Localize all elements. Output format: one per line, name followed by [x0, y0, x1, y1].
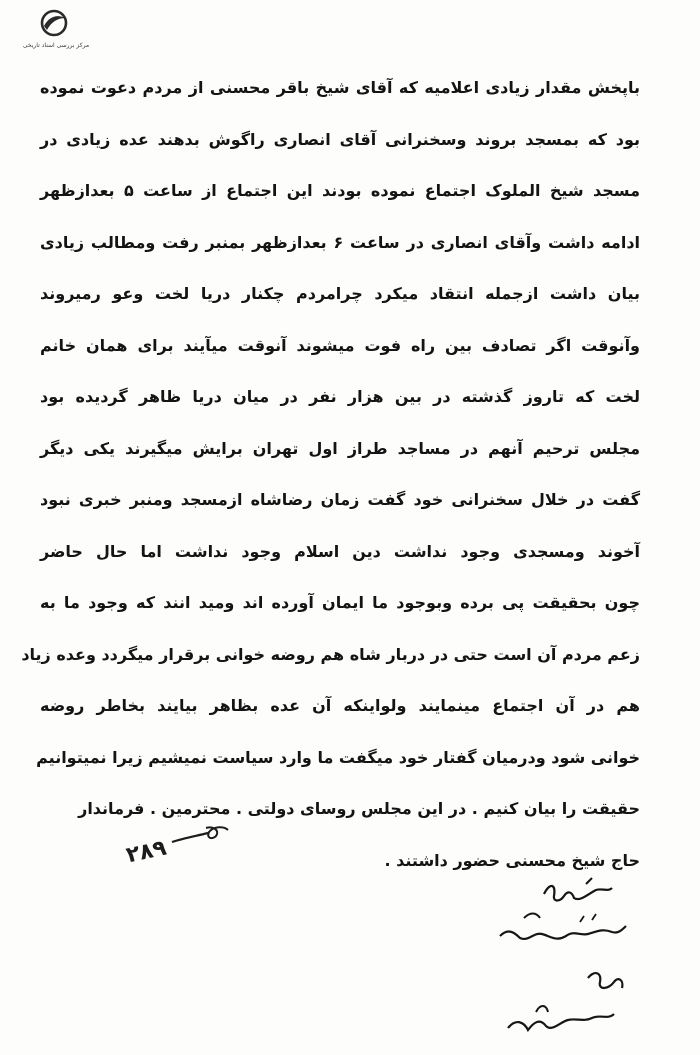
- archive-logo-icon: [38, 8, 70, 38]
- number-mark-text: ۲۸۹: [123, 835, 169, 869]
- handwritten-signature: [484, 872, 634, 1042]
- document-line: باپخش مقدار زیادی اعلامیه که آقای شیخ باقر محسنی از مردم دعوت نموده: [40, 78, 640, 97]
- document-line: بیان داشت ازجمله انتقاد میکرد چرامردم چکنار دریا لخت وعو رمیروند: [40, 284, 640, 303]
- document-line: لخت که تاروز گذشته در بین هزار نفر در میان دریا ظاهر گردیده بود: [40, 387, 640, 406]
- document-line: زعم مردم آن است حتی در دربار شاه هم روضه خوانی برقرار میگردد وعده زیاد: [21, 644, 640, 664]
- document-line: مجلس ترحیم آنهم در مساجد طراز اول تهران برایش میگیرند یکی دیگر: [40, 438, 640, 458]
- document-line: گفت در خلال سخنرانی خود گفت زمان رضاشاه ازمسجد ومنبر خبری نبود: [40, 490, 640, 509]
- document-body: [21, 66, 641, 890]
- document-line: حاج شیخ محسنی حضور داشتند .: [384, 850, 640, 870]
- document-line: آخوند ومسجدی وجود نداشت دین اسلام وجود نداشت اما حال حاضر: [40, 541, 640, 561]
- archive-logo-text: مرکز بررسی اسناد تاریخی: [22, 42, 90, 49]
- document-line: چون بحقیقت پی برده وبوجود ما ایمان آورده اند ومید انند که وجود ما به: [40, 593, 640, 612]
- document-line: وآنوقت اگر تصادف بین راه فوت میشوند آنوقت میآیند برای همان خانم: [40, 335, 640, 355]
- archive-logo: [6, 6, 146, 52]
- handwritten-number-mark: [118, 820, 234, 870]
- document-line: هم در آن اجتماع مینمایند ولواینکه آن عده بظاهر بیایند بخاطر روضه: [40, 696, 640, 715]
- document-line: مسجد شیخ الملوک اجتماع نموده بودند این اجتماع از ساعت ۵ بعدازظهر: [40, 181, 640, 200]
- document-line: ادامه داشت وآقای انصاری در ساعت ۶ بعدازظهر بمنبر رفت ومطالب زیادی: [40, 232, 641, 252]
- signature-text: بعرض برسد - دانشجو شهربانی معمور شود: [484, 872, 502, 873]
- document-line: حقیقت را بیان کنیم . در این مجلس روسای دولتی . محترمین . فرماندار: [78, 799, 640, 818]
- document-line: خوانی شود ودرمیان گفتار خود میگفت ما وارد سیاست نمیشیم زیرا نمیتوانیم: [36, 747, 640, 767]
- document-line: بود که بمسجد بروند وسخنرانی آقای انصاری راگوش بدهند عده زیادی در: [40, 129, 640, 149]
